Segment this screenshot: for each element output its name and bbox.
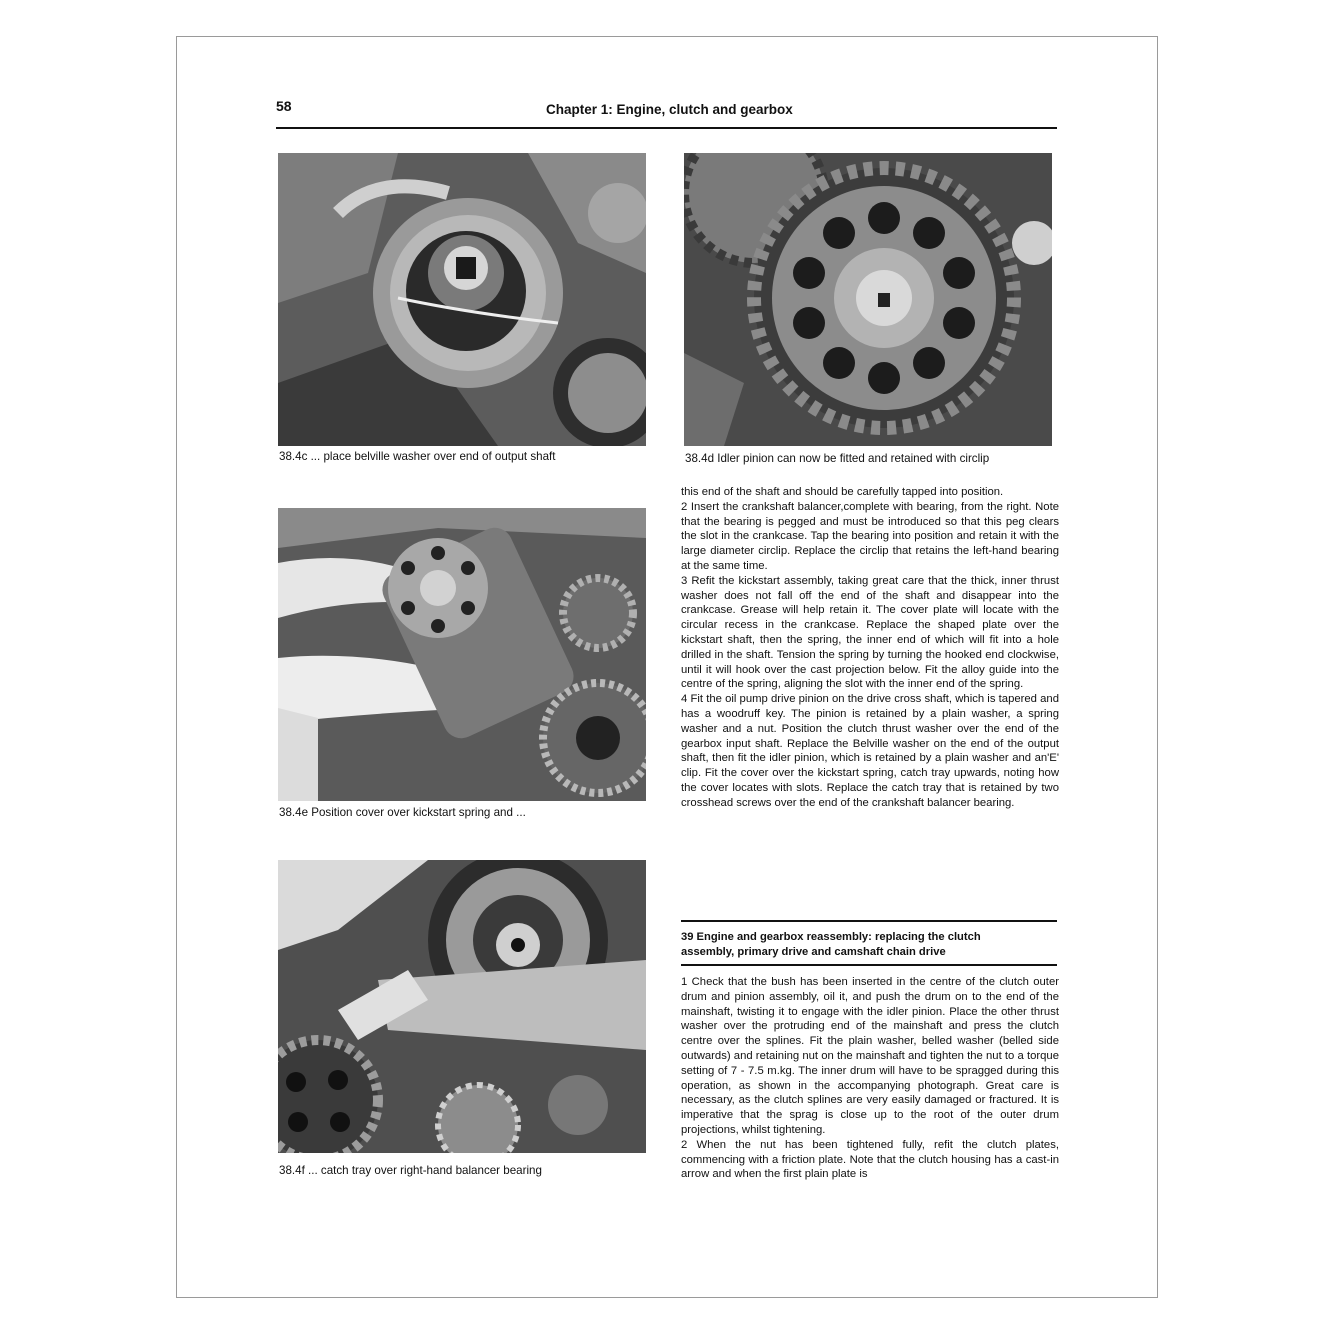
body-paragraph: 3 Refit the kickstart assembly, taking great care that the thick, inner thrust washer does not fall off the end of the shaft and disappear into the crankcase. Grease will help retain it. The cover plate will locate with the circular recess in the crankcase. Replace the shaped plate over the kickstart shaft, then the spring, the inner end of which will fit into a hole drilled in the shaft. Tension the spring by turning the hooked end clockwise, until it will hook over the cast projection below. Fit the alloy guide into the centre of the spring, aligning the slot with the inner end of the spring. [681,574,1059,691]
body-paragraph: this end of the shaft and should be carefully tapped into position. [681,486,1004,498]
section-heading-line: 39 Engine and gearbox reassembly: replacing the clutch [681,931,981,943]
figure-caption: 38.4d Idler pinion can now be fitted and retained with circlip [685,452,990,465]
photo-idler-pinion [684,153,1052,446]
figure-caption: 38.4c ... place belville washer over end of output shaft [279,450,556,463]
body-paragraph: 2 Insert the crankshaft balancer,complete with bearing, from the right. Note that the bearing is pegged and must be introduced so that this peg clears the slot in the crankcase. Tap the bearing into position and retain it with the large diameter circlip. Replace the circlip that retains the left-hand bearing at the same time. [681,500,1059,572]
photo-kickstart-cover [278,508,646,801]
body-paragraph: 2 When the nut has been tightened fully, refit the clutch plates, commencing with a friction plate. Note that the clutch housing has a cast-in arrow and when the first plain plate is [681,1138,1059,1181]
figure-caption: 38.4e Position cover over kickstart spring and ... [279,806,526,819]
section-top-rule [681,920,1057,922]
body-paragraph: 1 Check that the bush has been inserted in the centre of the clutch outer drum and pinion assembly, oil it, and push the drum on to the end of the mainshaft, twisting it to engage with the idler pinion. Place the other thrust washer over the protruding end of the mainshaft and press the clutch centre over the splines. Fit the plain washer, belled washer (belled side outwards) and retaining nut on the mainshaft and tighten the nut to a torque setting of 7 - 7.5 m.kg. The inner drum will have to be spragged during this operation, as shown in the accompanying photograph. Great care is necessary, as the clutch splines are very easily damaged or fractured. It is imperative that the sprag is close up to the root of the outer drum projections, whilst tightening. [681,976,1059,1136]
section-heading [681,930,981,960]
figure-caption: 38.4f ... catch tray over right-hand balancer bearing [279,1164,542,1177]
body-paragraph: 4 Fit the oil pump drive pinion on the drive cross shaft, which is tapered and has a woodruff key. The pinion is retained by a plain washer, a spring washer and a nut. Position the clutch thrust washer over the end of the gearbox input shaft. Replace the Belville washer on the end of the output shaft, then fit the idler pinion, which is retained by a plain washer and an'E' clip. Fit the cover over the kickstart spring, catch tray upwards, noting how the cover locates with slots. Replace the catch tray that is retained by two crosshead screws over the end of the crankshaft balancer bearing. [681,693,1059,809]
chapter-title: Chapter 1: Engine, clutch and gearbox [546,102,793,117]
header-rule [276,127,1057,129]
section-heading-line: assembly, primary drive and camshaft chain drive [681,946,946,958]
photo-belville-washer [278,153,646,446]
photo-catch-tray [278,860,646,1153]
section-bottom-rule [681,964,1057,966]
page-number: 58 [276,98,292,114]
continuation-text [681,485,1059,811]
section-text [681,975,1059,1182]
